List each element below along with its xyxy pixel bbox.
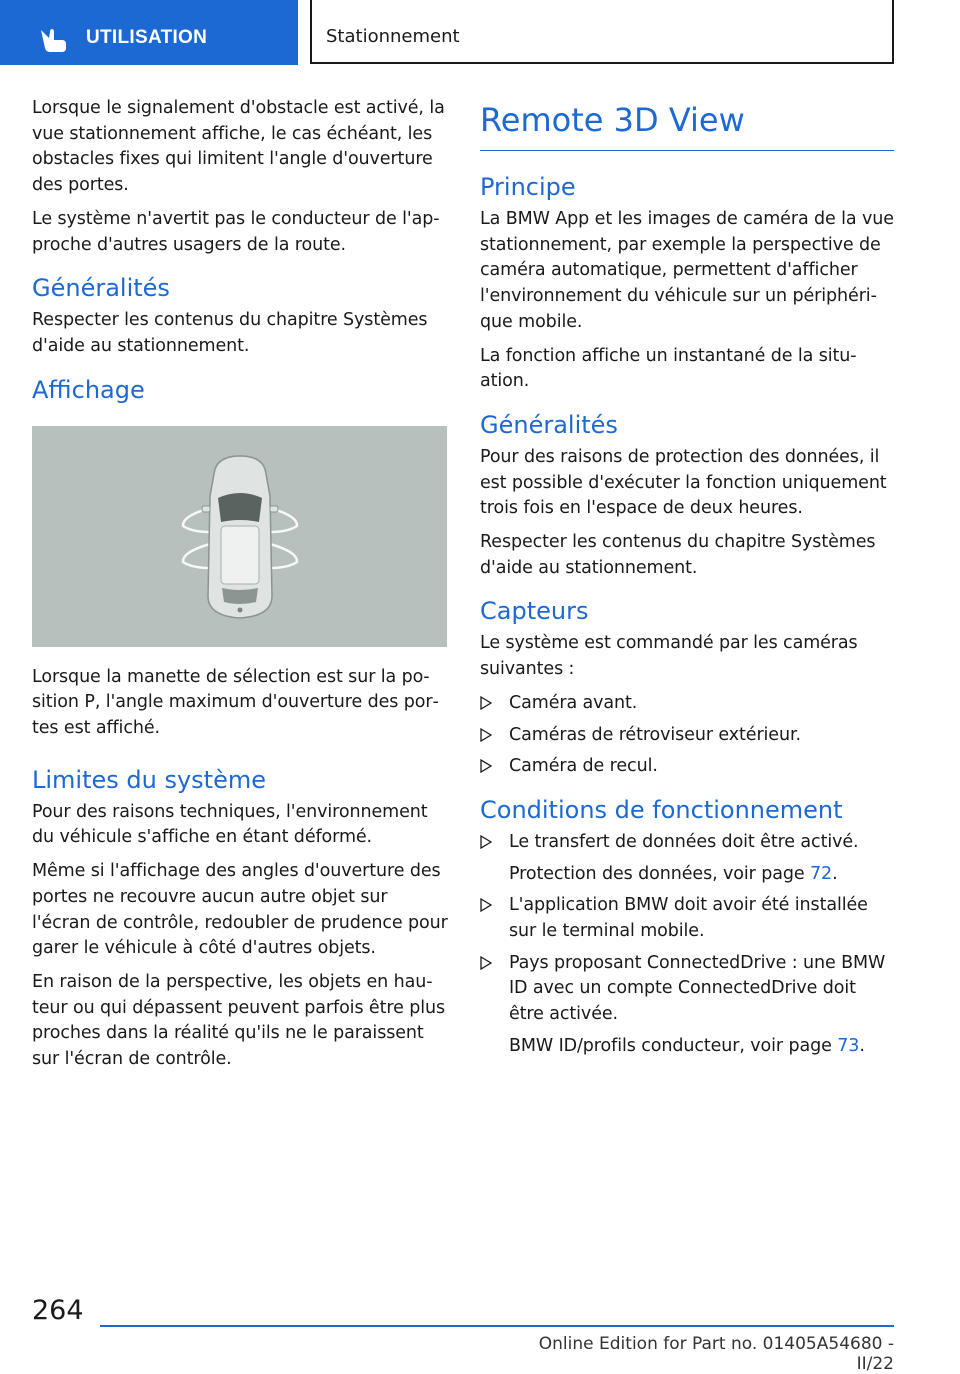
paragraph: Respecter les contenus du chapitre Systèmes d'aide au stationnement. — [480, 532, 876, 578]
section-heading-capteurs: Capteurs — [480, 597, 589, 626]
section-heading-generalites: Généralités — [480, 410, 618, 439]
section-heading-affichage: Affichage — [32, 375, 145, 404]
list-item: Caméras de rétroviseur extérieur. — [480, 723, 896, 749]
section-heading-limites: Limites du système — [32, 765, 266, 794]
paragraph: Respecter les contenus du chapitre Systèmes d'aide au stationnement. — [32, 310, 428, 356]
car-top-view-illustration — [32, 426, 447, 647]
section-heading-conditions: Conditions de fonctionnement — [480, 795, 843, 824]
bullet-triangle-icon — [480, 696, 492, 710]
conditions-list — [480, 830, 896, 1060]
chapter-heading: Remote 3D View — [480, 100, 894, 151]
page-topic: Stationnement — [326, 26, 460, 47]
paragraph: Lorsque la manette de sélection est sur la position P, l'angle maximum d'ouverture des portes est affiché. — [32, 666, 439, 739]
paragraph: Lorsque le signalement d'obstacle est activé, la vue stationnement affiche, le cas échéant, les obstacles fixes qui limitent l'angle d'ouverture des portes. — [32, 98, 445, 196]
page-link-72[interactable]: 72 — [809, 863, 833, 884]
section-heading-generalites: Généralités — [32, 274, 170, 303]
list-item: Le transfert de données doit être activé. Protection des données, voir page 72. — [480, 830, 896, 887]
edition-footer: Online Edition for Part no. 01405A54680 - II/22 — [538, 1334, 894, 1374]
paragraph: Même si l'affichage des angles d'ouverture des portes ne recouvre aucun autre objet sur l'écran de contrôle, redoubler de prudence pour garer le véhicule à côté d'autres objets. — [32, 861, 448, 959]
parking-view-figure — [32, 426, 447, 647]
bullet-triangle-icon — [480, 898, 492, 912]
paragraph: La BMW App et les images de caméra de la vue stationnement, par exemple la perspective de caméra automatique, permettent d'afficher l'environnement du véhicule sur un périphérique mobile. — [480, 209, 894, 332]
hand-pointer-icon — [37, 26, 71, 54]
right-column — [480, 96, 896, 1068]
paragraph: Le système est commandé par les caméras suivantes : — [480, 633, 858, 680]
paragraph: En raison de la perspective, les objets en hauteur ou qui dépassent peuvent parfois être plus proches dans la réalité qu'ils ne le paraissent sur l'écran de contrôle. — [32, 971, 445, 1070]
paragraph: Pour des raisons de protection des données, il est possible d'exécuter la fonction uniquement trois fois en l'espace de deux heures. — [480, 446, 887, 519]
list-item: L'application BMW doit avoir été installée sur le terminal mobile. — [480, 893, 896, 944]
page-link-73[interactable]: 73 — [837, 1035, 860, 1056]
sensor-list — [480, 691, 896, 780]
bullet-triangle-icon — [480, 759, 492, 773]
footer-divider — [100, 1325, 894, 1327]
left-column — [32, 96, 448, 1081]
paragraph: Pour des raisons techniques, l'environnement du véhicule s'affiche en étant déformé. — [32, 801, 428, 848]
paragraph: Le système n'avertit pas le conducteur de l'approche d'autres usagers de la route. — [32, 208, 440, 255]
bullet-triangle-icon — [480, 956, 492, 970]
section-heading-principe: Principe — [480, 173, 576, 201]
bullet-triangle-icon — [480, 728, 492, 742]
list-item: Caméra de recul. — [480, 754, 896, 780]
section-tab[interactable] — [0, 0, 298, 65]
bullet-triangle-icon — [480, 835, 492, 849]
list-item: Pays proposant ConnectedDrive : une BMW ID avec un compte ConnectedDrive doit être activée. BMW ID/profils conducteur, voir page 73. — [480, 951, 896, 1060]
page-topic-header — [310, 0, 894, 64]
section-label: UTILISATION — [86, 27, 208, 48]
page-number: 264 — [32, 1295, 84, 1326]
list-item: Caméra avant. — [480, 691, 896, 717]
paragraph: La fonction affiche un instantané de la situation. — [480, 345, 857, 392]
